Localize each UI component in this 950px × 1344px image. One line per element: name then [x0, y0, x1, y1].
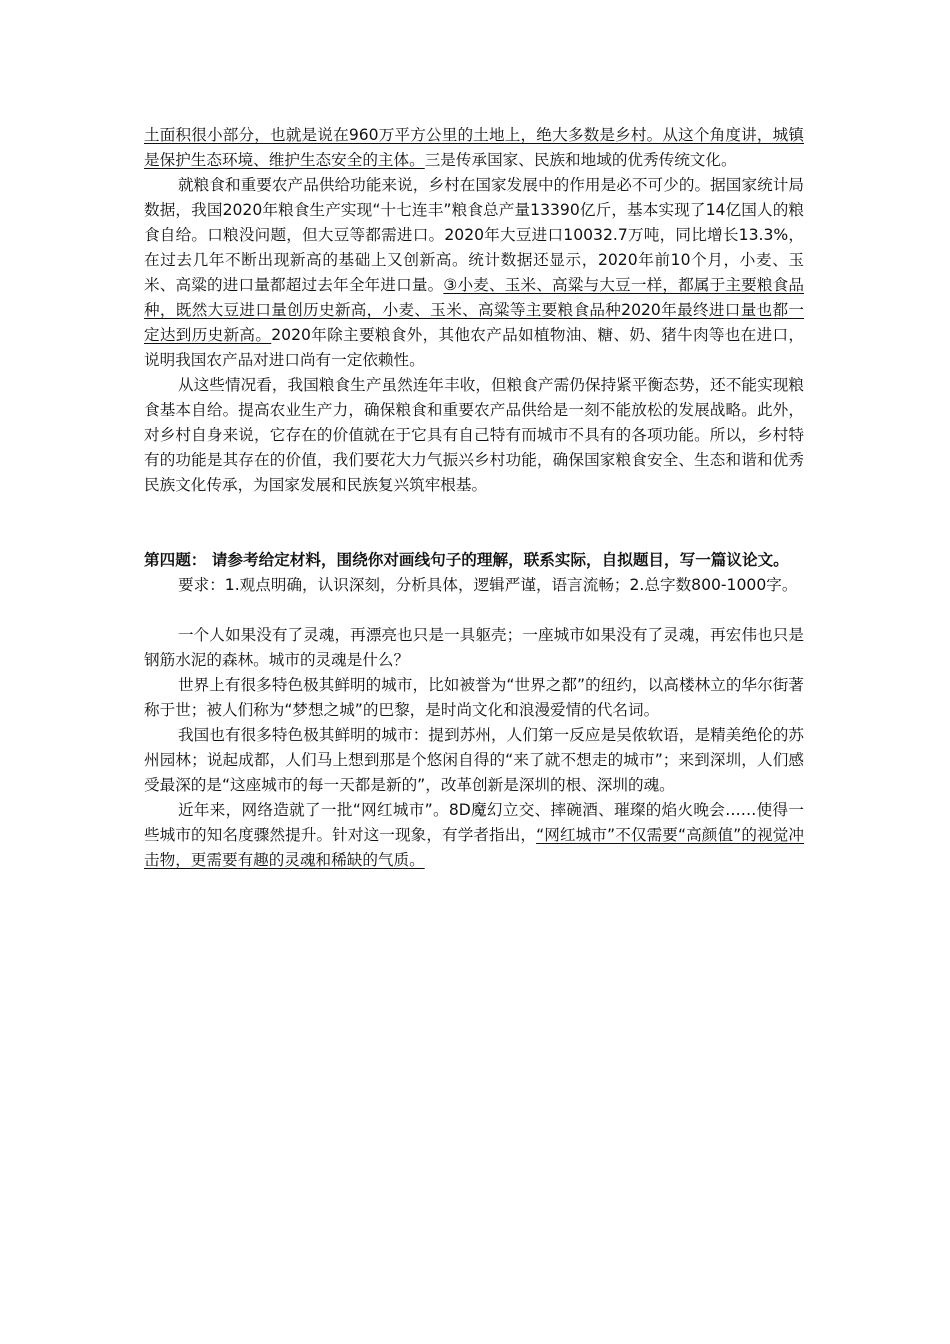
city-soul-paragraph-1: 一个人如果没有了灵魂，再漂亮也只是一具躯壳；一座城市如果没有了灵魂，再宏伟也只是钢筋水泥的森林。城市的灵魂是什么？	[144, 626, 804, 669]
material-paragraph-1	[144, 123, 804, 173]
paragraph-text: 三是传承国家、民族和地域的优秀传统文化。	[424, 151, 737, 169]
underlined-sentence-internet-city: “网红城市”不仅需要“高颜值”的视觉冲击物，更需要有趣的灵魂和稀缺的气质。	[144, 826, 804, 869]
material-paragraph-3: 从这些情况看，我国粮食生产虽然连年丰收，但粮食产需仍保持紧平衡态势，还不能实现粮食基本自给。提高农业生产力，确保粮食和重要农产品供给是一刻不能放松的发展战略。此外，对乡村自身来说，它存在的价值就在于它具有自己特有而城市不具有的各项功能。所以，乡村特有的功能是其存在的价值，我们要花大力气振兴乡村功能，确保国家粮食安全、生态和谐和优秀民族文化传承，为国家发展和民族复兴筑牢根基。	[144, 376, 804, 494]
paragraph-text: 2020年除主要粮食外，其他农产品如植物油、糖、奶、猪牛肉等也在进口，说明我国农产品对进口尚有一定依赖性。	[144, 326, 804, 369]
underlined-sentence-ecology: 土面积很小部分，也就是说在960万平方公里的土地上，绝大多数是乡村。从这个角度讲，城镇是保护生态环境、维护生态安全的主体。	[144, 126, 804, 169]
city-soul-paragraph-3: 我国也有很多特色极其鲜明的城市：提到苏州，人们第一反应是吴侬软语，是精美绝伦的苏州园林；说起成都，人们马上想到那是个悠闲自得的“来了就不想走的城市”；来到深圳，人们感受最深的是“这座城市的每一天都是新的”，改革创新是深圳的根、深圳的魂。	[144, 726, 804, 794]
paragraph-text: 就粮食和重要农产品供给功能来说，乡村在国家发展中的作用是必不可少的。据国家统计局数据，我国2020年粮食生产实现“十七连丰”粮食总产量13390亿斤，基本实现了14亿国人的粮食自给。口粮没问题，但大豆等都需进口。2020年大豆进口10032.7万吨，同比增长13.3%，在过去几年不断出现新高的基础上又创新高。统计数据还显示，2020年前10个月，小麦、玉米、高粱的进口量都超过去年全年进口量。	[144, 176, 804, 294]
question-4-requirements: 要求：1.观点明确，认识深刻，分析具体，逻辑严谨，语言流畅；2.总字数800-1000字。	[178, 576, 798, 594]
question-4-title: 第四题： 请参考给定材料，围绕你对画线句子的理解，联系实际，自拟题目，写一篇议论文。	[144, 551, 789, 569]
paragraph-text: 近年来，网络造就了一批“网红城市”。8D魔幻立交、摔碗酒、璀璨的焰火晚会……使得一些城市的知名度骤然提升。针对这一现象，有学者指出，	[144, 801, 804, 844]
city-soul-paragraph-2: 世界上有很多特色极其鲜明的城市，比如被誉为“世界之都”的纽约，以高楼林立的华尔街著称于世；被人们称为“梦想之城”的巴黎，是时尚文化和浪漫爱情的代名词。	[144, 676, 804, 719]
spacer	[144, 598, 804, 623]
city-soul-paragraph-4	[144, 798, 804, 873]
document-page	[144, 123, 804, 873]
underlined-sentence-grain: ③小麦、玉米、高粱与大豆一样，都属于主要粮食品种，既然大豆进口量创历史新高，小麦、玉米、高粱等主要粮食品种2020年最终进口量也都一定达到历史新高。	[144, 276, 804, 344]
material-paragraph-2	[144, 173, 804, 373]
spacer	[144, 498, 804, 548]
